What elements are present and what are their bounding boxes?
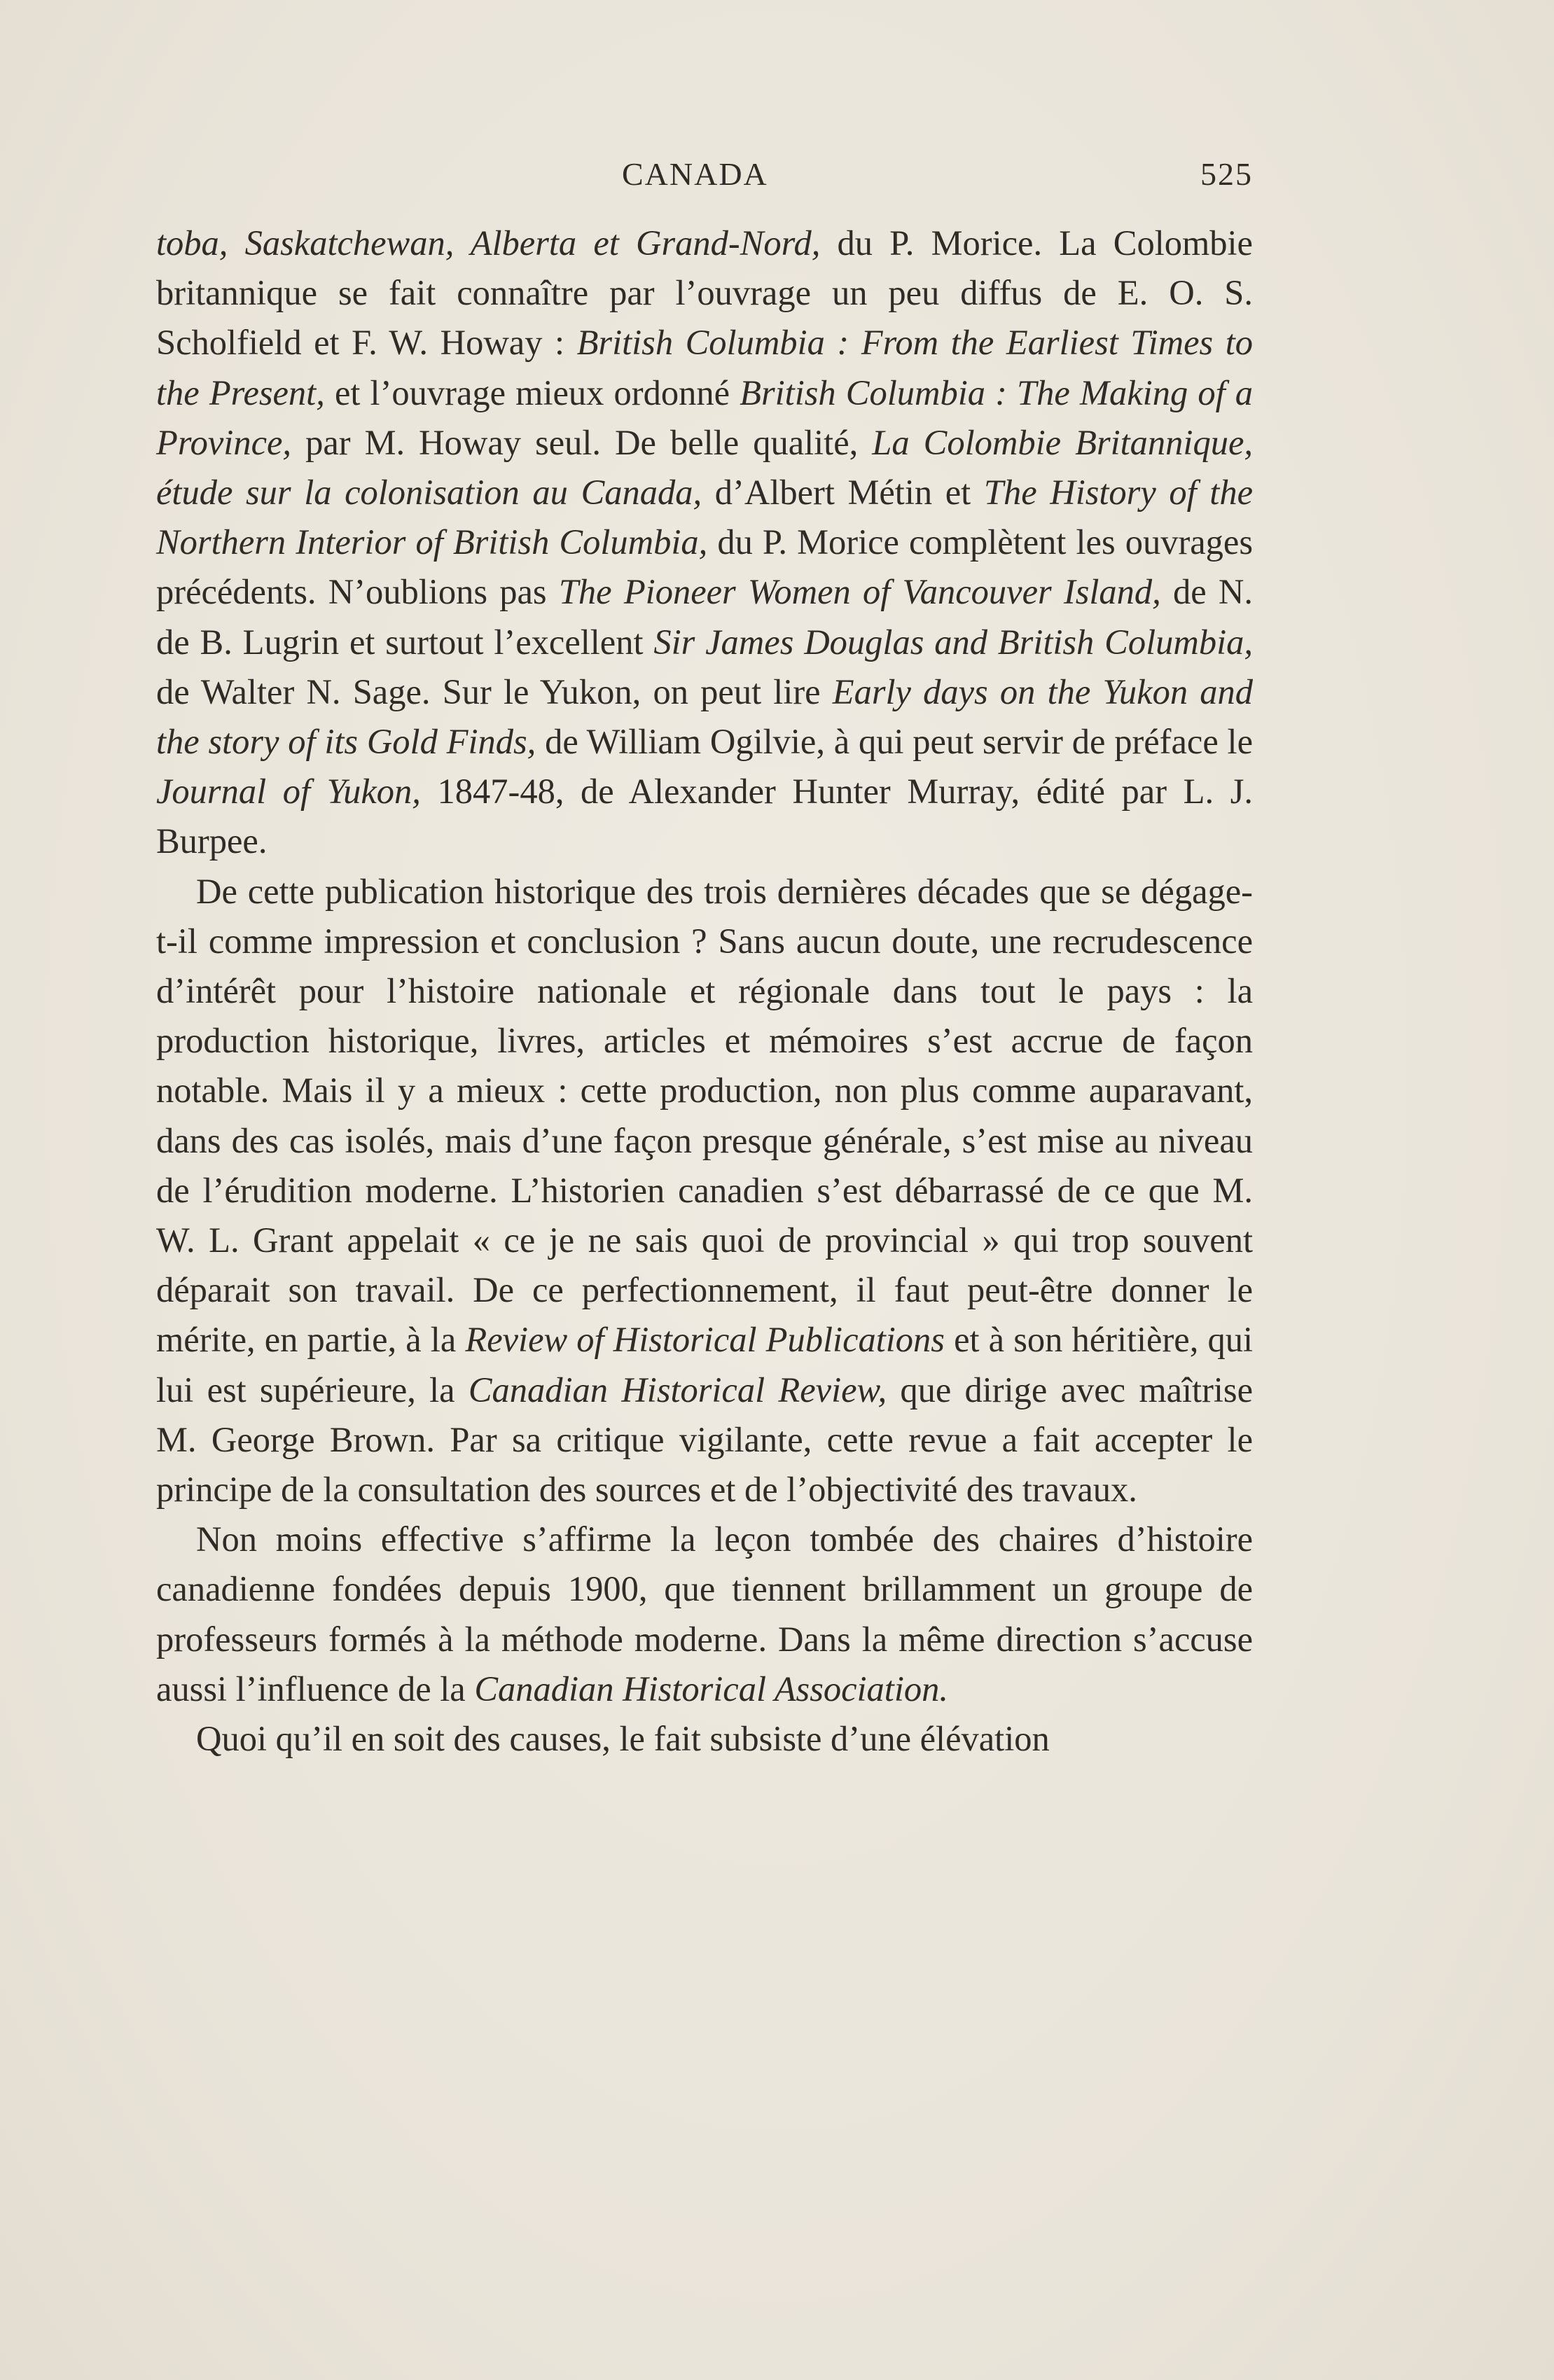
italic-title-run: Review of Historical Publications (465, 1320, 945, 1360)
italic-title-run: Canadian Historical Review, (468, 1370, 887, 1410)
page-number: 525 (1200, 156, 1253, 192)
body-text (156, 218, 1253, 1764)
text-run: 1847-48, de Alexander Hunter Murray, édité par L. J. Burpee. (156, 772, 1254, 861)
italic-title-run: British Columbia : The Making of a Province, (156, 373, 1253, 462)
italic-title-run: Early days on the Yukon and the story of its Gold Finds, (156, 671, 1254, 762)
text-run: de William Ogilvie, à qui peut servir de préface le (536, 722, 1253, 762)
italic-title-run: Journal of Yukon, (156, 772, 421, 812)
text-run: que dirige avec maîtrise M. George Brown. Par sa critique vigilante, cette revue a fait accepter le principe de la consultation des sources et de l’objectivité des travaux. (156, 1370, 1253, 1510)
paragraph (156, 867, 1253, 1515)
italic-title-run: toba, Saskatchewan, Alberta et Grand-Nord, (156, 223, 821, 263)
text-run: De cette publication historique des trois dernières décades que se dégage-t-il comme impression et conclusion ? Sans aucun doute, une recrudescence d’intérêt pour l’histoire nationale et régionale dans tout le pays : la production historique, livres, articles et mémoires s’est accrue de façon notable. Mais il y a mieux : cette production, non plus comme auparavant, dans des cas isolés, mais d’une façon presque générale, s’est mise au niveau de l’érudition moderne. L’historien canadien s’est débarrassé de ce que M. W. L. Grant appelait « ce je ne sais quoi de provincial » qui trop souvent déparait son travail. De ce perfectionnement, il faut peut-être donner le mérite, en partie, à la (156, 871, 1253, 1360)
italic-title-run: British Columbia : From the Earliest Times to the Present, (156, 323, 1254, 412)
paragraph (156, 218, 1253, 867)
italic-title-run: La Colombie Britannique, étude sur la colonisation au Canada, (156, 422, 1253, 513)
running-title: CANADA (622, 156, 768, 192)
italic-title-run: Sir James Douglas and British Columbia, (653, 622, 1253, 662)
running-head (156, 155, 1253, 204)
text-run: du P. Morice. La Colombie britannique se fait connaître par l’ouvrage un peu diffus de E. O. S. Scholfield et F. W. Howay : (156, 223, 1253, 363)
text-run: et l’ouvrage mieux ordonné (324, 373, 740, 412)
text-run: et à son héritière, qui lui est supérieure, la (156, 1320, 1253, 1410)
italic-title-run: The Pioneer Women of Vancouver Island, (558, 572, 1161, 612)
text-run: de N. de B. Lugrin et surtout l’excellent (156, 572, 1253, 662)
text-run: de Walter N. Sage. Sur le Yukon, on peut lire (156, 671, 833, 711)
text-run: Non moins effective s’affirme la leçon tombée des chaires d’histoire canadienne fondées depuis 1900, que tiennent brillamment un groupe de professeurs formés à la méthode moderne. Dans la même direction s’accuse aussi l’influence de la (156, 1519, 1253, 1709)
italic-title-run: Canadian Historical Association. (474, 1669, 948, 1709)
text-run: du P. Morice complètent les ouvrages précédents. N’oublions pas (156, 522, 1253, 612)
italic-title-run: The History of the Northern Interior of British Columbia, (156, 473, 1253, 562)
text-run: d’Albert Métin et (702, 473, 984, 513)
text-run: Quoi qu’il en soit des causes, le fait subsiste d’une élévation (196, 1719, 1050, 1759)
paragraph (156, 1714, 1253, 1764)
paragraph (156, 1515, 1253, 1714)
text-run: par M. Howay seul. De belle qualité, (291, 422, 873, 462)
